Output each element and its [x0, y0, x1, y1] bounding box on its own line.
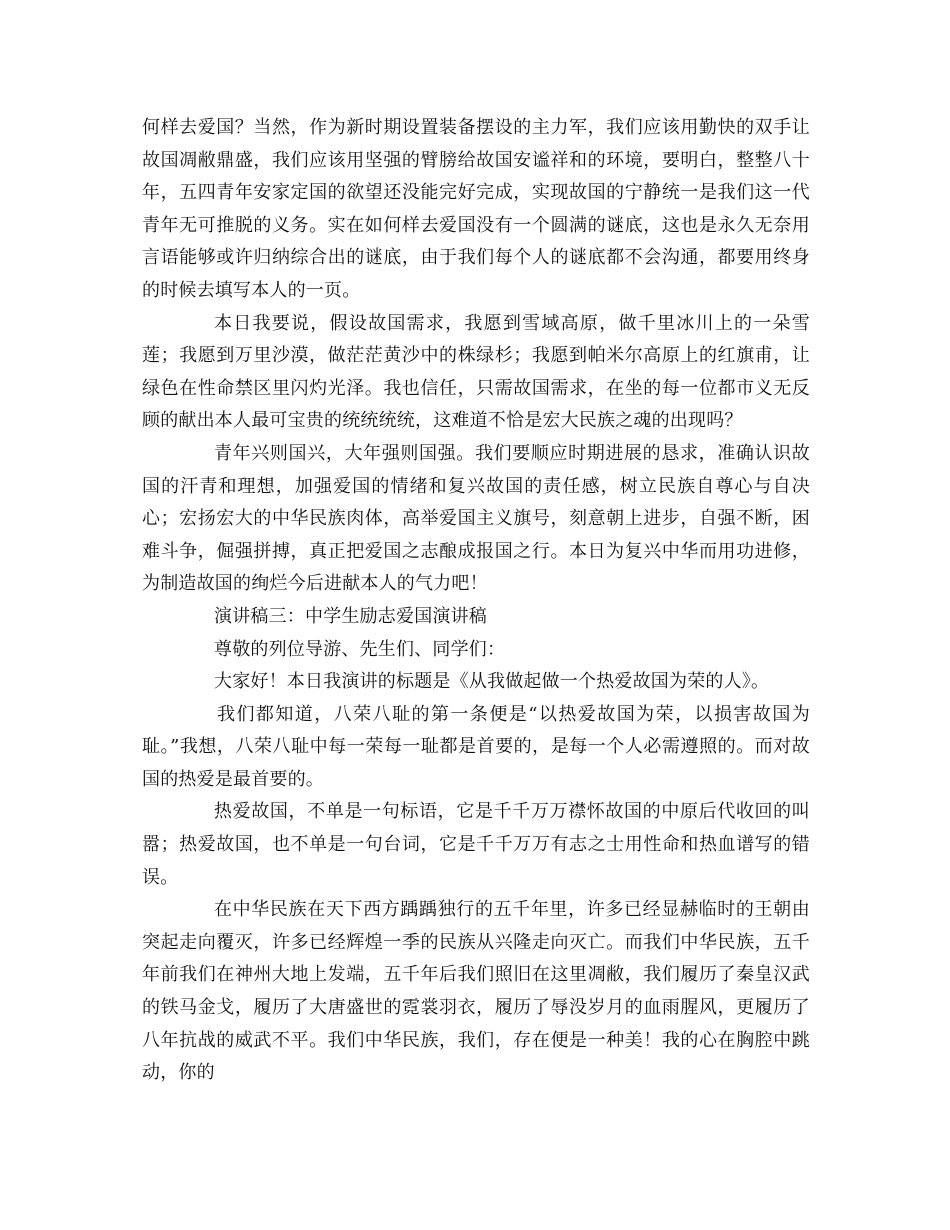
paragraph-6: 在中华民族在天下西方踽踽独行的五千年里，许多已经显赫临时的王朝由突起走向覆灭，许多已经辉煌一季的民族从兴隆走向灭亡。而我们中华民族，五千年前我们在神州大地上发端，五千年后我们照旧在这里凋敝，我们履历了秦皇汉武的铁马金戈，履历了大唐盛世的霓裳羽衣，履历了辱没岁月的血雨腥风，更履历了八年抗战的威武不平。我们中华民族，我们，存在便是一种美！我的心在胸腔中跳动，你的 — [142, 899, 810, 1084]
paragraph-4: 我们都知道，八荣八耻的第一条便是“以热爱故国为荣，以损害故国为耻。”我想，八荣八耻中每一荣每一耻都是首要的，是每一个人必需遵照的。而对故国的热爱是最首要的。 — [142, 703, 810, 790]
paragraph-3: 青年兴则国兴，大年强则国强。我们要顺应时期进展的恳求，准确认识故国的汗青和理想，加强爱国的情绪和复兴故国的责任感，树立民族自尊心与自决心；宏扬宏大的中华民族肉体，高举爱国主义旗号，刻意朝上进步，自强不断，困难斗争，倔强拼搏，真正把爱国之志酿成报国之行。本日为复兴中华而用功进修，为制造故国的绚烂今后进献本人的气力吧！ — [142, 442, 810, 595]
paragraph-2: 本日我要说，假设故国需求，我愿到雪域高原，做千里冰川上的一朵雪莲；我愿到万里沙漠，做茫茫黄沙中的株绿杉；我愿到帕米尔高原上的红旗甫，让绿色在性命禁区里闪灼光泽。我也信任，只需故国需求，在坐的每一位都市义无反顾的献出本人最可宝贵的统统统统，这难道不恰是宏大民族之魂的出现吗？ — [142, 312, 810, 432]
paragraph-1: 何样去爱国？当然，作为新时期设置装备摆设的主力军，我们应该用勤快的双手让故国凋敝鼎盛，我们应该用坚强的臂膀给故国安谧祥和的环境，要明白，整整八十年，五四青年安家定国的欲望还没能完好完成，实现故国的宁静统一是我们这一代青年无可推脱的义务。实在如何样去爱国没有一个圆满的谜底，这也是永久无奈用言语能够或许归纳综合出的谜底，由于我们每个人的谜底都不会沟通，都要用终身的时候去填写本人的一页。 — [142, 117, 810, 301]
document-body — [142, 112, 810, 1090]
speech-heading: 演讲稿三：中学生励志爱国演讲稿 — [214, 605, 487, 627]
greeting-line: 大家好！本日我演讲的标题是《从我做起做一个热爱故国为荣的人》。 — [214, 671, 770, 693]
salutation: 尊敬的列位导游、先生们、同学们： — [214, 638, 506, 660]
paragraph-5: 热爱故国，不单是一句标语，它是千千万万襟怀故国的中原后代收回的叫嚣；热爱故国，也不单是一句台词，它是千千万万有志之士用性命和热血谱写的错误。 — [142, 801, 810, 888]
